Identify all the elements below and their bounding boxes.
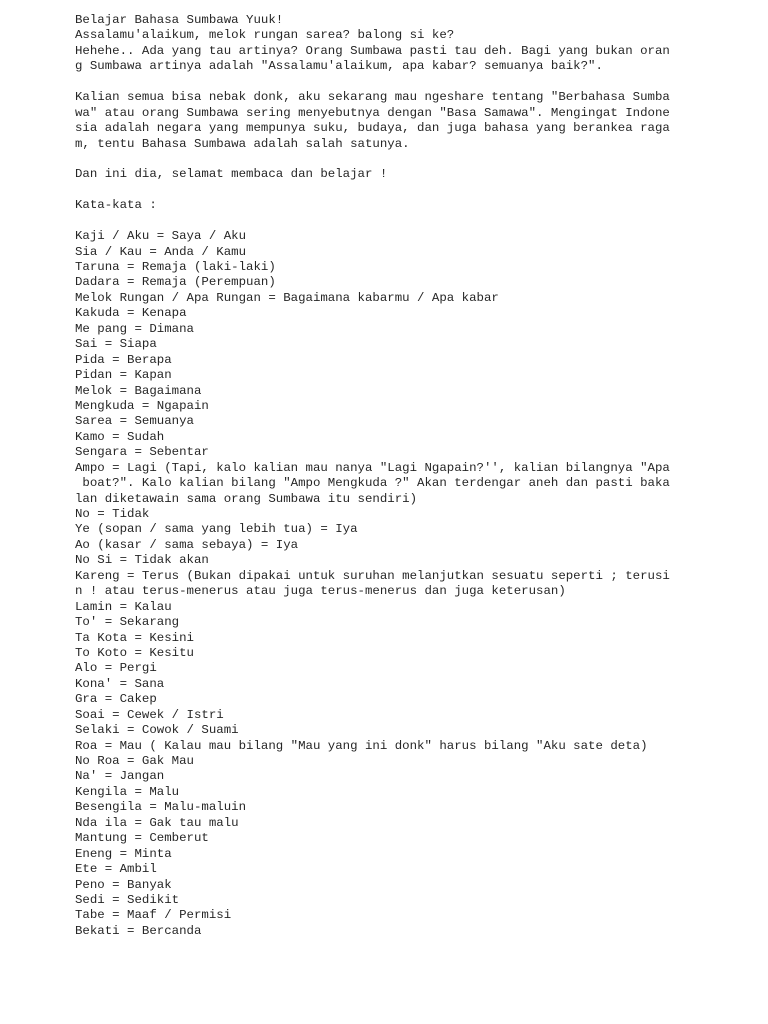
vocabulary-entry: Selaki = Cowok / Suami xyxy=(75,723,239,738)
blank-line xyxy=(75,152,675,167)
vocabulary-entry: Peno = Banyak xyxy=(75,877,172,892)
vocabulary-entry: Me pang = Dimana xyxy=(75,321,194,336)
vocabulary-entry: Mantung = Cemberut xyxy=(75,831,209,846)
vocabulary-entry: Ao (kasar / sama sebaya) = Iya xyxy=(75,537,299,552)
vocabulary-entry: Sai = Siapa xyxy=(75,337,157,352)
vocabulary-entry: To Koto = Kesitu xyxy=(75,645,194,660)
paragraph-line: m, tentu Bahasa Sumbawa adalah salah satunya. xyxy=(75,136,410,151)
vocabulary-entry: n ! atau terus-menerus atau juga terus-menerus dan juga keterusan) xyxy=(75,584,566,599)
vocabulary-heading: Kata-kata : xyxy=(75,198,157,213)
vocabulary-entry: Kamo = Sudah xyxy=(75,429,165,444)
vocabulary-list xyxy=(75,229,675,939)
vocabulary-entry: Melok = Bagaimana xyxy=(75,383,202,398)
paragraph-line: wa" atau orang Sumbawa sering menyebutnya dengan "Basa Samawa". Mengingat Indone xyxy=(75,105,670,120)
vocabulary-entry: No = Tidak xyxy=(75,507,150,521)
vocabulary-entry: Ete = Ambil xyxy=(75,862,157,877)
vocabulary-entry: Kengila = Malu xyxy=(75,784,180,799)
vocabulary-entry: To' = Sekarang xyxy=(75,615,180,630)
vocabulary-entry: Mengkuda = Ngapain xyxy=(75,398,209,413)
vocabulary-entry: Roa = Mau ( Kalau mau bilang "Mau yang ini donk" harus bilang "Aku sate deta) xyxy=(75,738,648,753)
vocabulary-entry: Sengara = Sebentar xyxy=(75,445,209,460)
vocabulary-entry: Kakuda = Kenapa xyxy=(75,306,187,321)
vocabulary-entry: Sia / Kau = Anda / Kamu xyxy=(75,244,247,259)
vocabulary-entry: Alo = Pergi xyxy=(75,661,157,676)
vocabulary-entry: Lamin = Kalau xyxy=(75,599,172,614)
paragraph-line: sia adalah negara yang mempunya suku, budaya, dan juga bahasa yang berankea raga xyxy=(75,121,670,136)
vocabulary-entry: Na' = Jangan xyxy=(75,769,165,784)
blank-line xyxy=(75,214,675,229)
greeting-line: Assalamu'alaikum, melok rungan sarea? balong si ke? xyxy=(75,28,455,43)
vocabulary-entry: Ye (sopan / sama yang lebih tua) = Iya xyxy=(75,522,358,537)
vocabulary-entry: Gra = Cakep xyxy=(75,692,157,707)
vocabulary-entry: No Roa = Gak Mau xyxy=(75,754,194,768)
vocabulary-entry: Taruna = Remaja (laki-laki) xyxy=(75,260,276,274)
vocabulary-entry: Melok Rungan / Apa Rungan = Bagaimana kabarmu / Apa kabar xyxy=(75,290,499,305)
invitation-line: Dan ini dia, selamat membaca dan belajar ! xyxy=(75,167,388,182)
vocabulary-entry: Pidan = Kapan xyxy=(75,368,172,383)
vocabulary-entry: Eneng = Minta xyxy=(75,846,172,861)
vocabulary-entry: boat?". Kalo kalian bilang "Ampo Mengkuda ?" Akan terdengar aneh dan pasti baka xyxy=(75,476,670,491)
vocabulary-entry: No Si = Tidak akan xyxy=(75,553,209,568)
vocabulary-entry: Nda ila = Gak tau malu xyxy=(75,815,239,830)
vocabulary-entry: Ta Kota = Kesini xyxy=(75,630,194,645)
blank-line xyxy=(75,75,675,90)
vocabulary-entry: Besengila = Malu-maluin xyxy=(75,800,247,815)
vocabulary-entry: Soai = Cewek / Istri xyxy=(75,707,224,722)
vocabulary-entry: Kona' = Sana xyxy=(75,676,165,691)
vocabulary-entry: Ampo = Lagi (Tapi, kalo kalian mau nanya "Lagi Ngapain?'', kalian bilangnya "Apa xyxy=(75,460,670,475)
vocabulary-entry: Sarea = Semuanya xyxy=(75,414,194,429)
vocabulary-entry: lan diketawain sama orang Sumbawa itu sendiri) xyxy=(75,491,418,506)
paragraph-line: Kalian semua bisa nebak donk, aku sekarang mau ngeshare tentang "Berbahasa Sumba xyxy=(75,90,670,105)
blank-line xyxy=(75,183,675,198)
vocabulary-entry: Tabe = Maaf / Permisi xyxy=(75,908,232,923)
vocabulary-entry: Sedi = Sedikit xyxy=(75,892,180,907)
vocabulary-entry: Kaji / Aku = Saya / Aku xyxy=(75,229,247,244)
intro-line: Hehehe.. Ada yang tau artinya? Orang Sumbawa pasti tau deh. Bagi yang bukan oran xyxy=(75,43,670,58)
vocabulary-entry: Dadara = Remaja (Perempuan) xyxy=(75,275,276,290)
vocabulary-entry: Kareng = Terus (Bukan dipakai untuk suruhan melanjutkan sesuatu seperti ; terusi xyxy=(75,568,670,583)
document-text xyxy=(75,13,675,939)
vocabulary-entry: Bekati = Bercanda xyxy=(75,923,202,938)
vocabulary-entry: Pida = Berapa xyxy=(75,352,172,367)
document-title: Belajar Bahasa Sumbawa Yuuk! xyxy=(75,13,284,27)
intro-line: g Sumbawa artinya adalah "Assalamu'alaikum, apa kabar? semuanya baik?". xyxy=(75,59,603,74)
